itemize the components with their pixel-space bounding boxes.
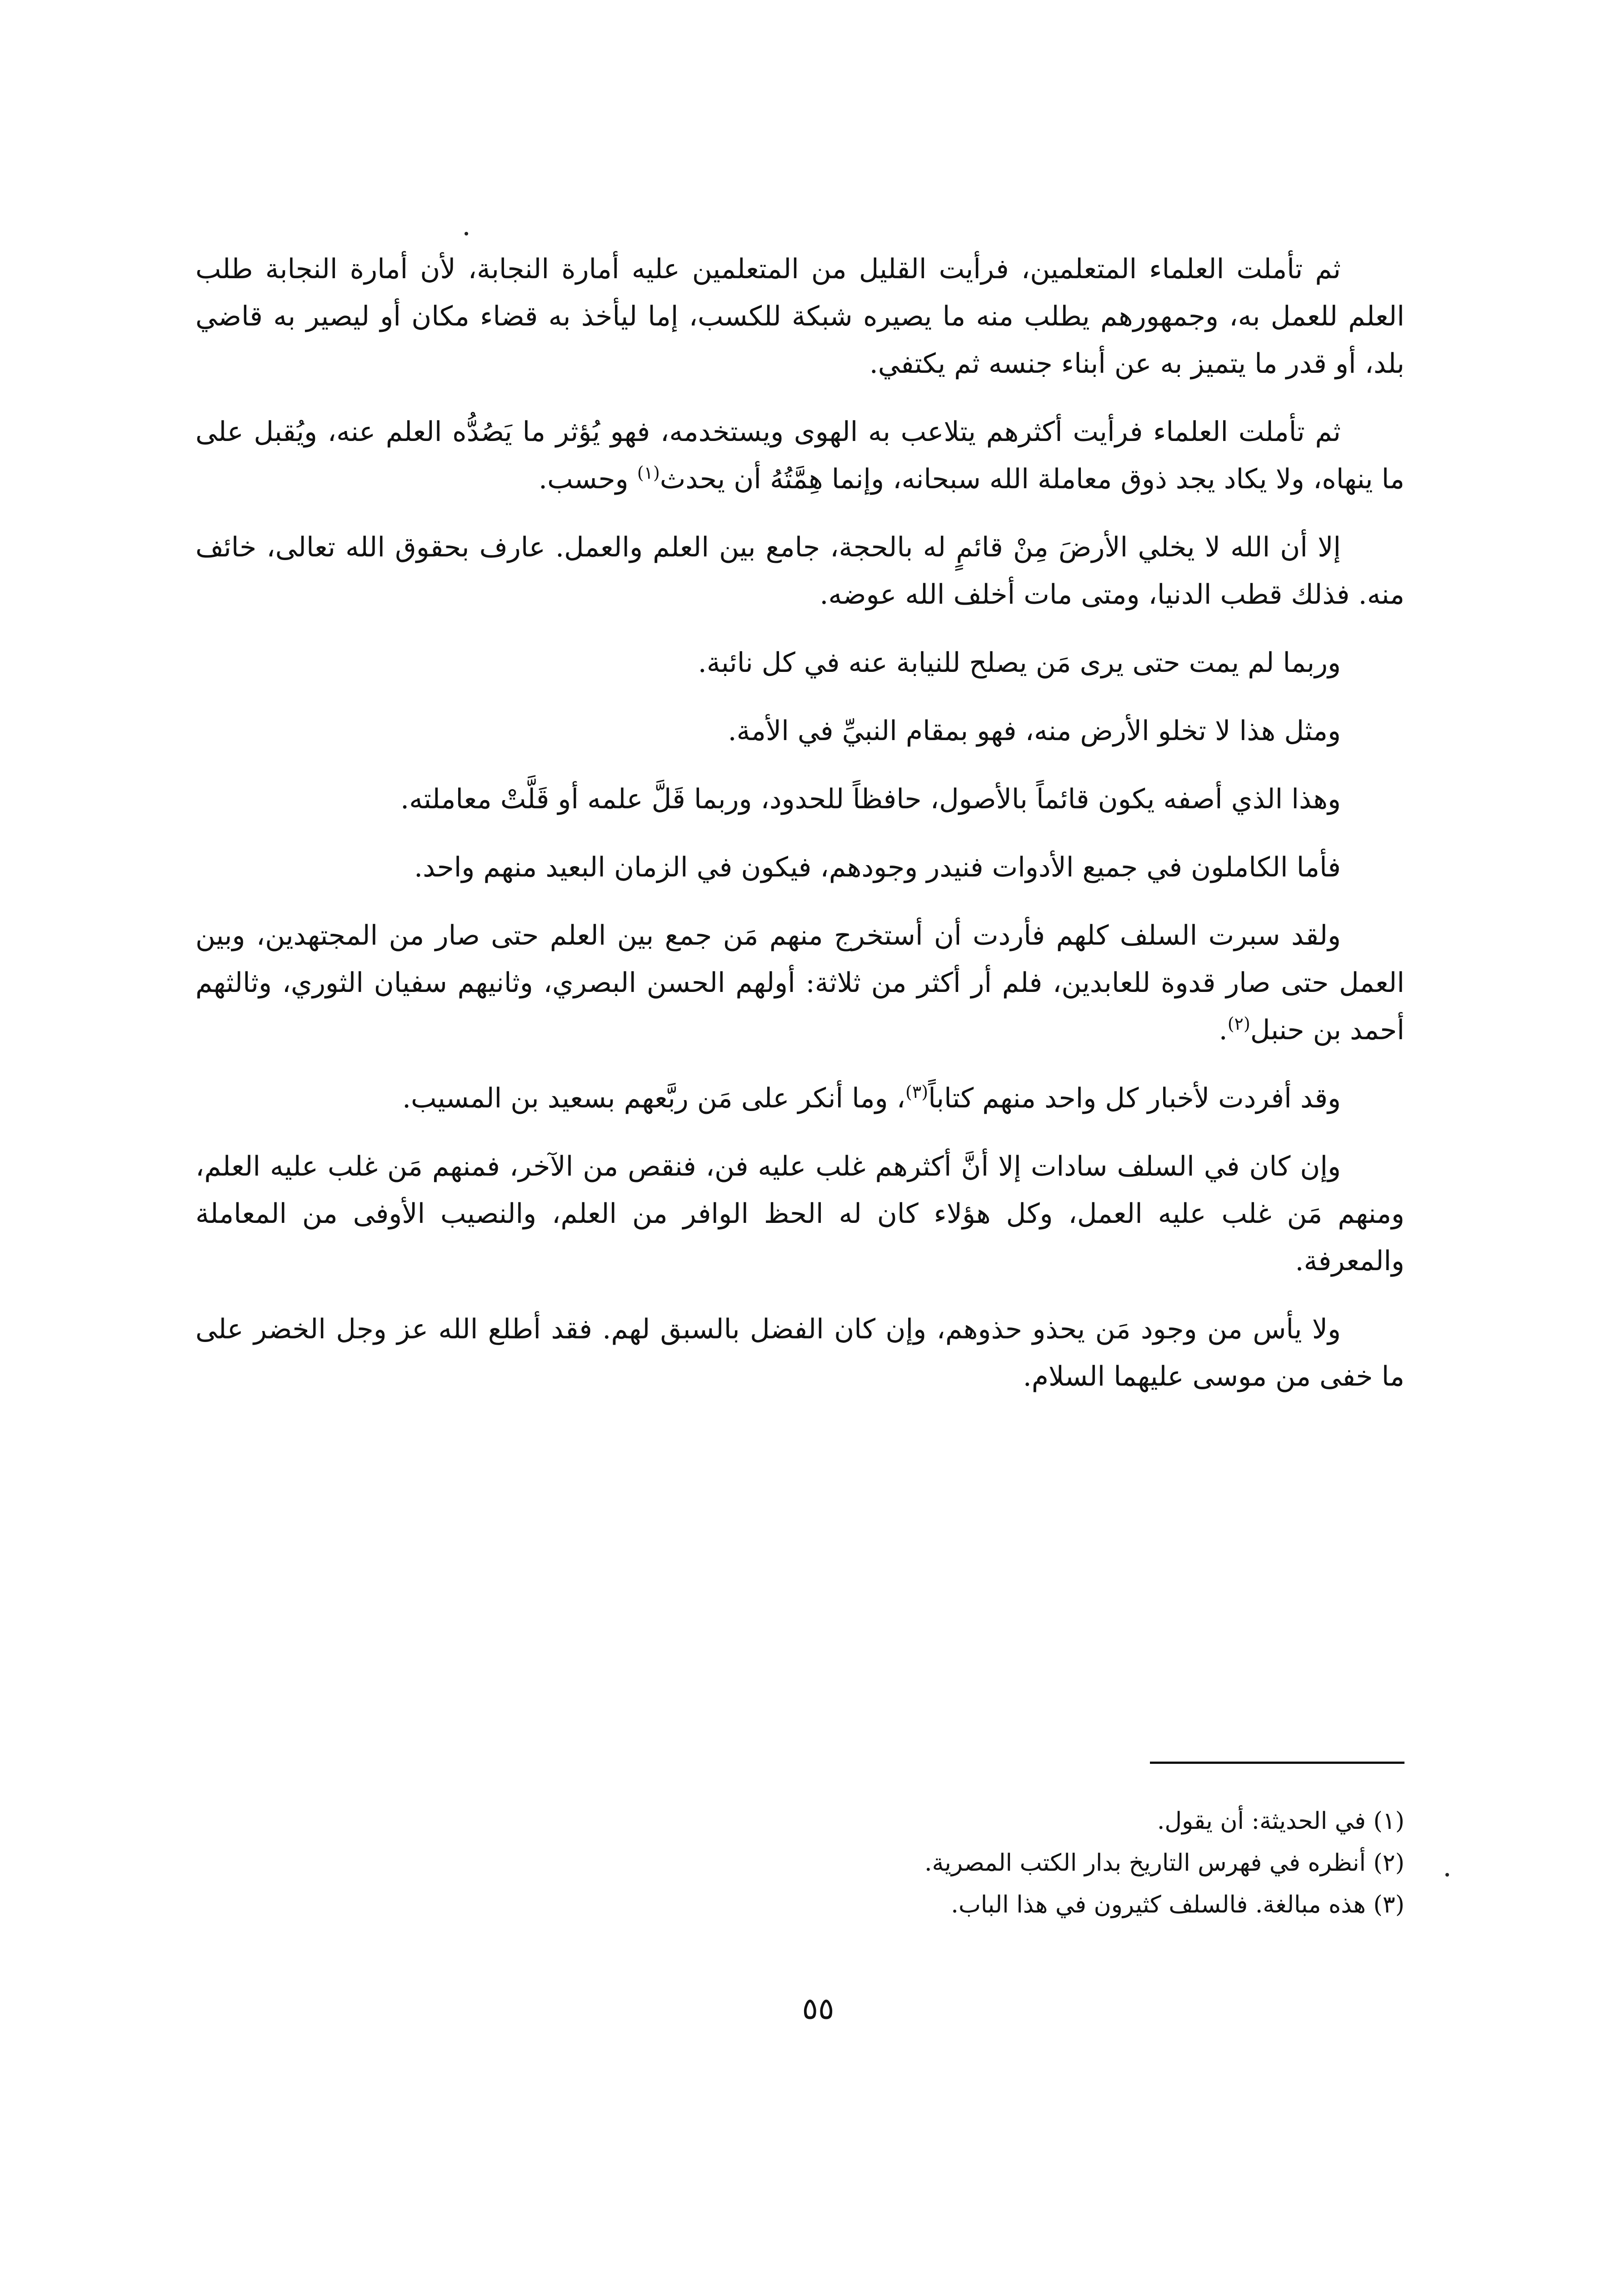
paragraph-text: وهذا الذي أصفه يكون قائماً بالأصول، حافظاً للحدود، وربما قَلَّ علمه أو قَلَّتْ معاملته. (400, 783, 1341, 815)
main-text (195, 245, 1404, 1421)
page-number: ٥٥ (802, 1991, 834, 2026)
paragraph-text: ومثل هذا لا تخلو الأرض منه، فهو بمقام النبيِّ في الأمة. (728, 715, 1341, 747)
footnote: (٣) هذه مبالغة. فالسلف كثيرون في هذا الباب. (951, 1891, 1404, 1918)
paragraph (195, 776, 1404, 823)
paragraph-text: وربما لم يمت حتى يرى مَن يصلح للنيابة عنه في كل نائبة. (698, 647, 1341, 679)
paragraph (195, 1075, 1404, 1122)
footnote: (٢) أنظره في فهرس التاريخ بدار الكتب المصرية. (924, 1849, 1404, 1877)
paragraph-text: وإن كان في السلف سادات إلا أنَّ أكثرهم غلب عليه فن، فنقص من الآخر، فمنهم مَن غلب عليه العلم، ومنهم مَن غلب عليه العمل، وكل هؤلاء كان له الحظ الوافر من العلم، والنصيب الأوفى من المعاملة والمعرفة. (195, 1151, 1404, 1277)
footnote: (١) في الحديثة: أن يقول. (1157, 1807, 1404, 1835)
paragraph-text: فأما الكاملون في جميع الأدوات فنيدر وجودهم، فيكون في الزمان البعيد منهم واحد. (414, 851, 1341, 883)
footnotes (545, 1800, 1404, 1926)
paragraph (195, 639, 1404, 686)
paragraph-text: ثم تأملت العلماء فرأيت أكثرهم يتلاعب به الهوى ويستخدمه، فهو يُؤثر ما يَصُدُّه العلم عنه، ويُقبل على ما ينهاه، ولا يكاد يجد ذوق معاملة الله سبحانه، وإنما هِمَّتُهُ أن يحدث (195, 416, 1404, 495)
paragraph-text: ولا يأس من وجود مَن يحذو حذوهم، وإن كان الفضل بالسبق لهم. فقد أطلع الله عز وجل الخضر على ما خفى من موسى عليهما السلام. (195, 1313, 1404, 1392)
paragraph (195, 408, 1404, 503)
footnote-ref[interactable]: (٣) (905, 1082, 929, 1102)
paragraph (195, 912, 1404, 1054)
paragraph (195, 245, 1404, 387)
paragraph-text: ثم تأملت العلماء المتعلمين، فرأيت القليل من المتعلمين عليه أمارة النجابة، لأن أمارة النجابة طلب العلم للعمل به، وجمهورهم يطلب منه ما يصيره شبكة للكسب، إما ليأخذ به قضاء مكان أو ليصير به قاضي بلد، أو قدر ما يتميز به عن أبناء جنسه ثم يكتفي. (195, 253, 1404, 380)
paragraph-text: وقد أفردت لأخبار كل واحد منهم كتاباً (928, 1082, 1341, 1114)
paragraph (195, 707, 1404, 755)
scan-speck (1445, 1873, 1449, 1877)
footnote-ref[interactable]: (٢) (1227, 1014, 1250, 1034)
paragraph (195, 524, 1404, 618)
footnote-separator (1150, 1762, 1404, 1764)
footnote-ref[interactable]: (١) (637, 463, 660, 483)
paragraph-text: إلا أن الله لا يخلي الأرضَ مِنْ قائمٍ له بالحجة، جامع بين العلم والعمل. عارف بحقوق الله تعالى، خائف منه. فذلك قطب الدنيا، ومتى مات أخلف الله عوضه. (195, 531, 1404, 611)
paragraph-text: . (1219, 1014, 1228, 1046)
scan-speck (465, 232, 468, 235)
paragraph (195, 844, 1404, 891)
paragraph-text: ، وما أنكر على مَن ربَّعهم بسعيد بن المسيب. (402, 1082, 905, 1114)
paragraph-text: وحسب. (539, 463, 629, 495)
paragraph-text: ولقد سبرت السلف كلهم فأردت أن أستخرج منهم مَن جمع بين العلم حتى صار من المجتهدين، وبين العمل حتى صار قدوة للعابدين، فلم أر أكثر من ثلاثة: أولهم الحسن البصري، وثانيهم سفيان الثوري، وثالثهم أحمد بن حنبل (195, 920, 1404, 1046)
paragraph (195, 1143, 1404, 1285)
paragraph (195, 1306, 1404, 1400)
